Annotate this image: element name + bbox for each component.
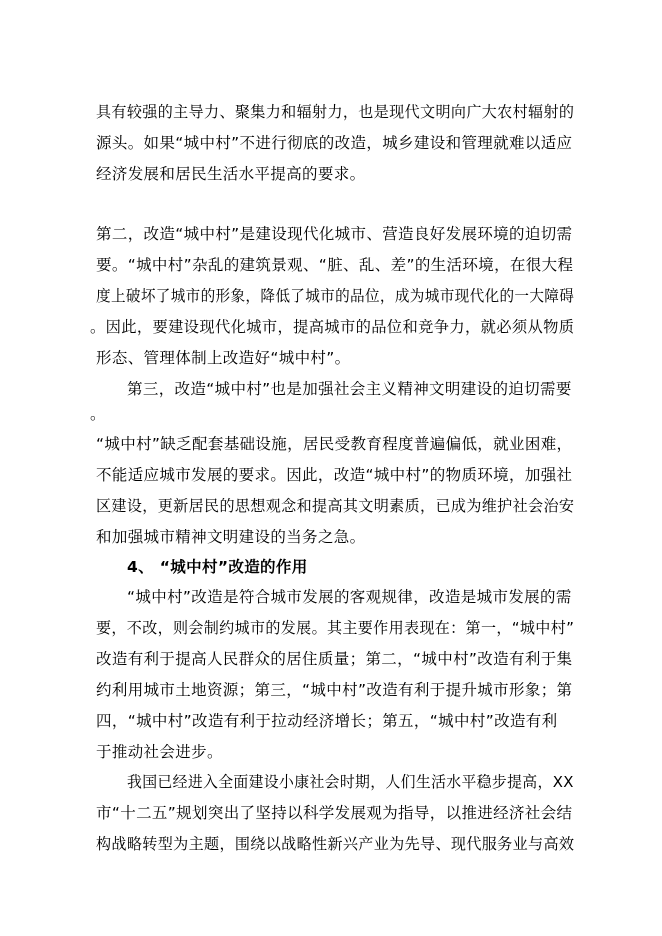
text-line: “城中村”缺乏配套基础设施，居民受教育程度普遍偏低，就业困难， [96, 435, 573, 453]
text-line: 。 [90, 405, 106, 423]
text-line: 源头。如果“城中村”不进行彻底的改造，城乡建设和管理就难以适应 [96, 134, 573, 152]
text-line: 构战略转型为主题，围绕以战略性新兴产业为先导、现代服务业与高效 [96, 835, 575, 853]
text-line: 区建设，更新居民的思想观念和提高其文明素质，已成为维护社会治安 [96, 497, 575, 515]
text-line: 我国已经进入全面建设小康社会时期，人们生活水平稳步提高，XX [127, 773, 574, 791]
text-line: 要，不改，则会制约城市的发展。其主要作用表现在：第一，“城中村” [96, 619, 575, 637]
text-line: “城中村”改造是符合城市发展的客观规律，改造是城市发展的需 [127, 588, 572, 606]
text-line: 约利用城市土地资源；第三，“城中村”改造有利于提升城市形象；第 [96, 681, 573, 699]
text-line: 第二，改造“城中村”是建设现代化城市、营造良好发展环境的迫切需 [96, 225, 573, 243]
text-line: 具有较强的主导力、聚集力和辐射力，也是现代文明向广大农村辐射的 [96, 103, 575, 121]
text-line: 改造有利于提高人民群众的居住质量；第二，“城中村”改造有利于集 [96, 650, 573, 668]
text-line: 四，“城中村”改造有利于拉动经济增长；第五，“城中村”改造有利 [96, 712, 558, 730]
text-line: 。因此，要建设现代化城市，提高城市的品位和竞争力，就必须从物质 [90, 318, 575, 336]
text-line: 第三，改造“城中村”也是加强社会主义精神文明建设的迫切需要 [127, 380, 572, 398]
text-line: 形态、管理体制上改造好“城中村”。 [96, 349, 351, 367]
text-line: 度上破坏了城市的形象，降低了城市的品位，成为城市现代化的一大障碍 [96, 287, 575, 305]
text-line: 于推动社会进步。 [96, 743, 223, 761]
text-line: 经济发展和居民生活水平提高的要求。 [96, 165, 366, 183]
text-line: 和加强城市精神文明建设的当务之急。 [96, 528, 366, 546]
text-line: 市“十二五”规划突出了坚持以科学发展观为指导，以推进经济社会结 [96, 804, 573, 822]
section-heading: 4、 “城中村”改造的作用 [127, 558, 308, 576]
text-line: 要。“城中村”杂乱的建筑景观、“脏、乱、差”的生活环境，在很大程 [96, 256, 574, 274]
text-line: 不能适应城市发展的要求。因此，改造“城中村”的物质环境，加强社 [96, 466, 573, 484]
